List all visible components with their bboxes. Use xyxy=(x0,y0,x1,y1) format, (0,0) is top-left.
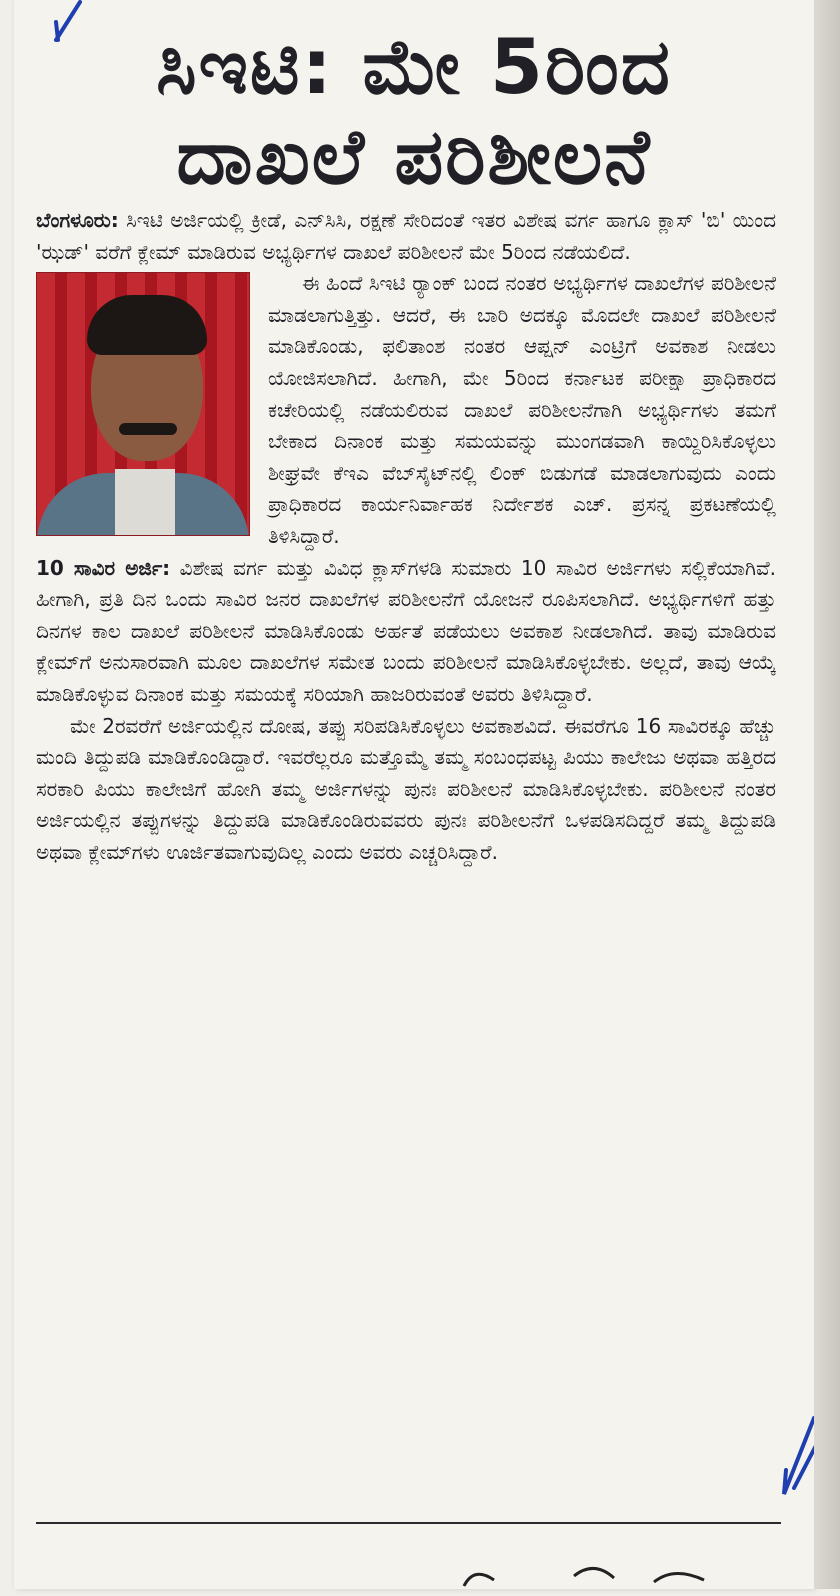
paragraph-2: ಈ ಹಿಂದೆ ಸಿಇಟಿ ರ‍್ಯಾಂಕ್ ಬಂದ ನಂತರ ಅಭ್ಯರ್ಥಿಗಳ ದಾಖಲೆಗಳ ಪರಿಶೀಲನೆ ಮಾಡಲಾಗುತ್ತಿತ್ತು. ಆದರೆ, ಈ ಬಾರಿ ಅದಕ್ಕೂ ಮೊದಲೇ ದಾಖಲೆ ಪರಿಶೀಲನೆ ಮಾಡಿಕೊಂಡು, ಫಲಿತಾಂಶ ನಂತರ ಆಪ್ಷನ್ ಎಂಟ್ರಿಗೆ ಅವಕಾಶ ನೀಡಲು ಯೋಜಿಸಲಾಗಿದೆ. ಹೀಗಾಗಿ, ಮೇ 5ರಿಂದ ಕರ್ನಾಟಕ ಪರೀಕ್ಷಾ ಪ್ರಾಧಿಕಾರದ ಕಚೇರಿಯಲ್ಲಿ ನಡೆಯಲಿರುವ ದಾಖಲೆ ಪರಿಶೀಲನೆಗಾಗಿ ಅಭ್ಯರ್ಥಿಗಳು ತಮಗೆ ಬೇಕಾದ ದಿನಾಂಕ ಮತ್ತು ಸಮಯವನ್ನು ಮುಂಗಡವಾಗಿ ಕಾಯ್ದಿರಿಸಿಕೊಳ್ಳಲು ಶೀಘ್ರವೇ ಕೆಇಎ ವೆಬ್‌ಸೈಟ್‌ನಲ್ಲಿ ಲಿಂಕ್ ಬಿಡುಗಡೆ ಮಾಡಲಾಗುವುದು ಎಂದು ಪ್ರಾಧಿಕಾರದ ಕಾರ್ಯನಿರ್ವಾಹಕ ನಿರ್ದೇಶಕ ಎಚ್. ಪ್ರಸನ್ನ ಪ್ರಕಟಣೆಯಲ್ಲಿ ತಿಳಿಸಿದ್ದಾರೆ. xyxy=(268,271,776,548)
subhead: 10 ಸಾವಿರ ಅರ್ಜಿ: xyxy=(36,555,171,580)
article-body xyxy=(36,205,776,868)
headline-line-2: ದಾಖಲೆ ಪರಿಶೀಲನೆ xyxy=(176,112,652,201)
portrait-photo xyxy=(36,272,250,536)
column-rule xyxy=(36,1522,781,1524)
paragraph-3-text: ವಿಶೇಷ ವರ್ಗ ಮತ್ತು ವಿವಿಧ ಕ್ಲಾಸ್‌ಗಳಡಿ ಸುಮಾರು 10 ಸಾವಿರ ಅರ್ಜಿಗಳು ಸಲ್ಲಿಕೆಯಾಗಿವೆ. ಹೀಗಾಗಿ, ಪ್ರತಿ ದಿನ ಒಂದು ಸಾವಿರ ಜನರ ದಾಖಲೆಗಳ ಪರಿಶೀಲನೆಗೆ ಯೋಜನೆ ರೂಪಿಸಲಾಗಿದೆ. ಅಭ್ಯರ್ಥಿಗಳಿಗೆ ಹತ್ತು ದಿನಗಳ ಕಾಲ ದಾಖಲೆ ಪರಿಶೀಲನೆ ಮಾಡಿಸಿಕೊಂಡು ಅರ್ಹತೆ ಪಡೆಯಲು ಅವಕಾಶ ನೀಡಲಾಗಿದೆ. ತಾವು ಮಾಡಿರುವ ಕ್ಲೇಮ್‌ಗೆ ಅನುಸಾರವಾಗಿ ಮೂಲ ದಾಖಲೆಗಳ ಸಮೇತ ಬಂದು ಪರಿಶೀಲನೆ ಮಾಡಿಸಿಕೊಳ್ಳಬೇಕು. ಅಲ್ಲದೆ, ತಾವು ಆಯ್ಕೆ ಮಾಡಿಕೊಳ್ಳುವ ದಿನಾಂಕ ಮತ್ತು ಸಮಯಕ್ಕೆ ಸರಿಯಾಗಿ ಹಾಜರಿರುವಂತೆ ಅವರು ತಿಳಿಸಿದ್ದಾರೆ. xyxy=(36,555,776,706)
headline-line-1: ಸಿಇಟಿ: ಮೇ 5ರಿಂದ xyxy=(156,22,672,111)
headline xyxy=(14,22,814,202)
newspaper-clipping xyxy=(14,0,814,1589)
paragraph-1-text: ಸಿಇಟಿ ಅರ್ಜಿಯಲ್ಲಿ ಕ್ರೀಡೆ, ಎನ್‌ಸಿಸಿ, ರಕ್ಷಣೆ ಸೇರಿದಂತೆ ಇತರ ವಿಶೇಷ ವರ್ಗ ಹಾಗೂ ಕ್ಲಾಸ್ 'ಬಿ' ಯಿಂದ 'ಝಡ್' ವರೆಗೆ ಕ್ಲೇಮ್ ಮಾಡಿರುವ ಅಭ್ಯರ್ಥಿಗಳ ದಾಖಲೆ ಪರಿಶೀಲನೆ ಮೇ 5ರಿಂದ ನಡೆಯಲಿದೆ. xyxy=(36,208,776,264)
cut-off-text-fragment xyxy=(454,1556,714,1596)
background-edge xyxy=(814,0,840,1589)
paragraph-1 xyxy=(36,205,776,268)
paragraph-4: ಮೇ 2ರವರೆಗೆ ಅರ್ಜಿಯಲ್ಲಿನ ದೋಷ, ತಪ್ಪು ಸರಿಪಡಿಸಿಕೊಳ್ಳಲು ಅವಕಾಶವಿದೆ. ಈವರೆಗೂ 16 ಸಾವಿರಕ್ಕೂ ಹೆಚ್ಚು ಮಂದಿ ತಿದ್ದುಪಡಿ ಮಾಡಿಕೊಂಡಿದ್ದಾರೆ. ಇವರೆಲ್ಲರೂ ಮತ್ತೊಮ್ಮೆ ತಮ್ಮ ಸಂಬಂಧಪಟ್ಟ ಪಿಯು ಕಾಲೇಜು ಅಥವಾ ಹತ್ತಿರದ ಸರಕಾರಿ ಪಿಯು ಕಾಲೇಜಿಗೆ ಹೋಗಿ ತಮ್ಮ ಅರ್ಜಿಗಳನ್ನು ಪುನಃ ಪರಿಶೀಲನೆ ಮಾಡಿಸಿಕೊಳ್ಳಬೇಕು. ಪರಿಶೀಲನೆ ನಂತರ ಅರ್ಜಿಯಲ್ಲಿನ ತಪ್ಪುಗಳನ್ನು ತಿದ್ದುಪಡಿ ಮಾಡಿಕೊಂಡಿರುವವರು ಪುನಃ ಪರಿಶೀಲನೆಗೆ ಒಳಪಡಿಸದಿದ್ದರೆ ತಮ್ಮ ತಿದ್ದುಪಡಿ ಅಥವಾ ಕ್ಲೇಮ್‌ಗಳು ಊರ್ಜಿತವಾಗುವುದಿಲ್ಲ ಎಂದು ಅವರು ಎಚ್ಚರಿಸಿದ್ದಾರೆ. xyxy=(36,713,776,864)
paragraph-3 xyxy=(36,553,776,711)
dateline: ಬೆಂಗಳೂರು: xyxy=(36,208,119,232)
